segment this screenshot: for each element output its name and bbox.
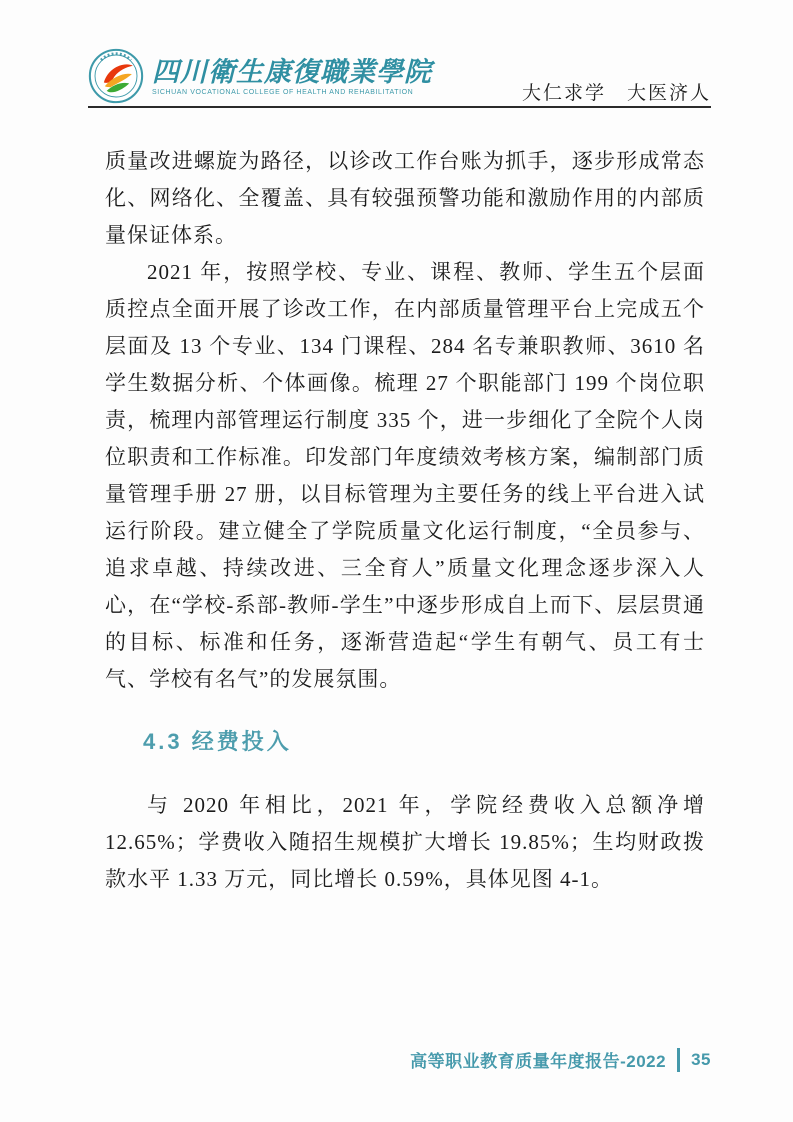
college-name-block — [152, 57, 432, 96]
document-body — [105, 143, 705, 898]
footer-divider — [677, 1048, 680, 1072]
page-footer — [410, 1047, 711, 1072]
paragraph: 2021 年，按照学校、专业、课程、教师、学生五个层面质控点全面开展了诊改工作，在内部质量管理平台上完成五个层面及 13 个专业、134 门课程、284 名专兼职教师、3610 名学生数据分析、个体画像。梳理 27 个职能部门 199 个岗位职责，梳理内部管理运行制度 335 个，进一步细化了全院个人岗位职责和工作标准。印发部门年度绩效考核方案，编制部门质量管理手册 27 册，以目标管理为主要任务的线上平台进入试运行阶段。建立健全了学院质量文化运行制度，“全员参与、追求卓越、持续改进、三全育人”质量文化理念逐步深入人心，在“学校-系部-教师-学生”中逐步形成自上而下、层层贯通的目标、标准和任务，逐渐营造起“学生有朝气、员工有士气、学校有名气”的发展氛围。 — [105, 260, 705, 691]
paragraph: 质量改进螺旋为路径，以诊改工作台账为抓手，逐步形成常态化、网络化、全覆盖、具有较强预警功能和激励作用的内部质量保证体系。 — [105, 149, 705, 247]
college-name-english: SICHUAN VOCATIONAL COLLEGE OF HEALTH AND REHABILITATION — [152, 88, 414, 96]
college-name-chinese: 四川衛生康復職業學院 — [152, 56, 432, 87]
college-emblem-icon — [88, 48, 144, 104]
footer-report-title: 高等职业教育质量年度报告-2022 — [410, 1052, 667, 1071]
college-motto: 大仁求学 大医济人 — [521, 83, 711, 104]
page-header — [88, 44, 711, 108]
section-heading: 4.3 经费投入 — [143, 729, 292, 754]
paragraph: 与 2020 年相比，2021 年，学院经费收入总额净增 12.65%；学费收入随招生规模扩大增长 19.85%；生均财政拨款水平 1.33 万元，同比增长 0.59%，具体见图 4-1。 — [105, 793, 705, 891]
page-number: 35 — [691, 1049, 711, 1069]
college-logo — [88, 48, 432, 106]
